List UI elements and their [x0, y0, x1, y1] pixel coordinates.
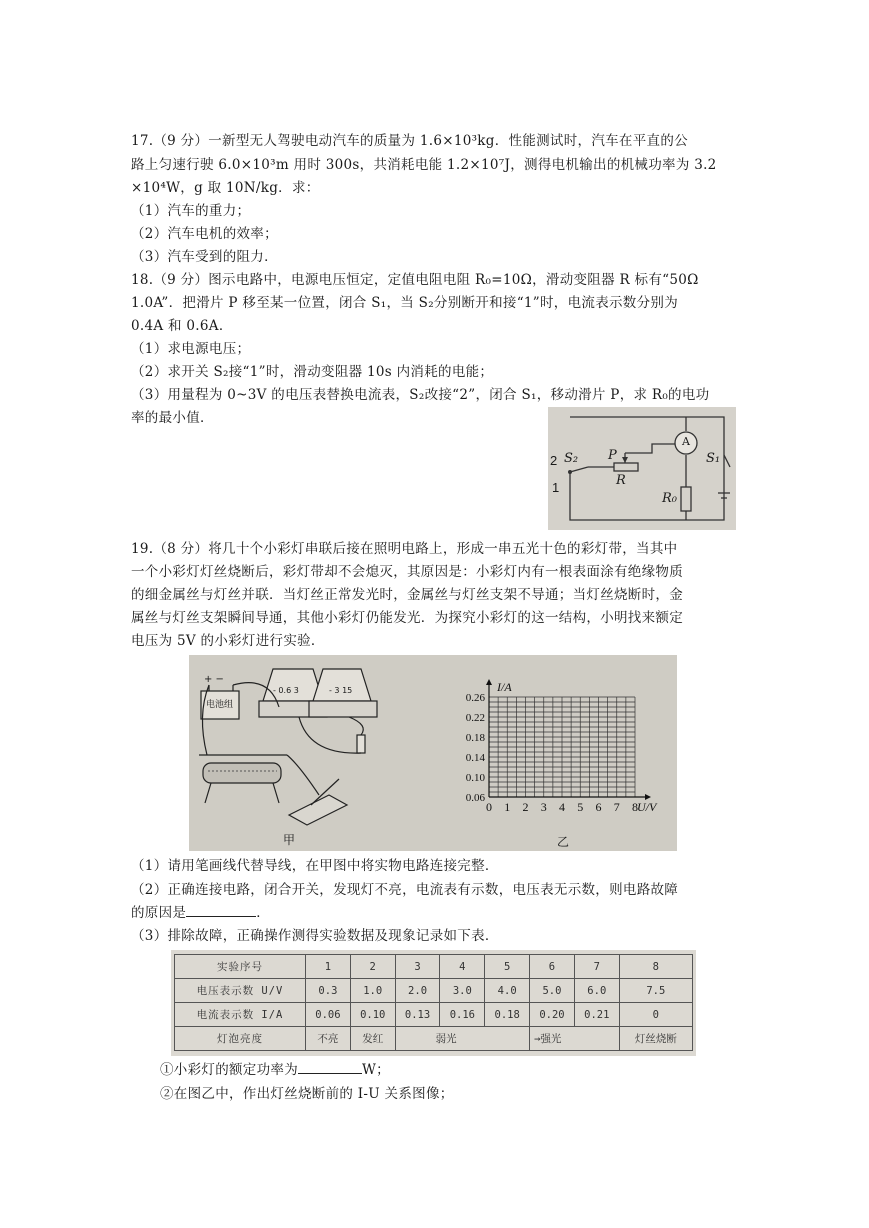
q19-sub1: [160, 1059, 800, 1082]
q18-line1: 18.（9 分）图示电路中，电源电压恒定，定值电阻电阻 R₀=10Ω，滑动变阻器 R 标有“50Ω: [131, 272, 699, 288]
q17-part1: （1）汽车的重力；: [131, 203, 251, 219]
x-tick-label: 6: [595, 800, 602, 814]
q17-line3: ×10⁴W，g 取 10N/kg．求：: [131, 180, 320, 196]
terminal-1-label: 1: [552, 480, 560, 495]
q19-sub1-text: ①小彩灯的额定功率为: [160, 1062, 298, 1078]
q17-line2: 路上匀速行驶 6.0×10³m 用时 300s，共消耗电能 1.2×10⁷J，测得电机输出的机械功率为 3.2: [131, 157, 717, 173]
y-tick-label: 0.18: [465, 732, 485, 744]
table-cell: 不亮: [306, 1027, 351, 1051]
q18-line3: 0.4A 和 0.6A．: [131, 318, 233, 334]
q19-line1: 19.（8 分）将几十个小彩灯串联后接在照明电路上，形成一串五光十色的彩灯带，当其中: [131, 541, 678, 557]
table-cell: 7: [574, 955, 619, 979]
table-cell: 6.0: [574, 979, 619, 1003]
y-tick-label: 0.14: [465, 752, 485, 764]
table-cell: 发红: [350, 1027, 395, 1051]
ammeter-scale: - 0.6 3: [273, 686, 299, 695]
table-header-cell: 电压表示数 U/V: [175, 979, 306, 1003]
y-tick-label: 0.22: [465, 712, 485, 724]
q19-part2a: （2）正确连接电路，闭合开关，发现灯不亮，电流表有示数，电压表无示数，则电路故障: [131, 882, 679, 898]
q19-line3: 的细金属丝与灯丝并联．当灯丝正常发光时，金属丝与灯丝支架不导通；当灯丝烧断时，金: [131, 587, 683, 603]
q18-part3a: （3）用量程为 0~3V 的电压表替换电流表，S₂改接“2”，闭合 S₁，移动滑片 P，求 R₀的电功: [131, 387, 710, 403]
x-tick-label: 8: [632, 800, 638, 814]
battery-label: 电池组: [206, 700, 234, 710]
x-tick-label: 2: [522, 800, 529, 814]
x-tick-label: 0: [486, 800, 492, 814]
q19-part2b-text: 的原因是: [131, 905, 187, 921]
circuit-svg: [548, 407, 736, 530]
table-cell: 0.13: [395, 1003, 440, 1027]
table-cell: →强光: [530, 1027, 620, 1051]
table-cell: 0.21: [574, 1003, 619, 1027]
fig-yi-label: 乙: [557, 835, 570, 849]
x-tick-label: 4: [559, 800, 565, 814]
table-cell: 灯丝烧断: [619, 1027, 692, 1051]
terminal-2-label: 2: [550, 453, 558, 468]
q19-sub1-unit: W；: [362, 1062, 390, 1078]
table-cell: 0.10: [350, 1003, 395, 1027]
table-header-cell: 电流表示数 I/A: [175, 1003, 306, 1027]
y-axis-arrow-icon: [486, 679, 492, 685]
x-axis-label: U/V: [637, 800, 657, 814]
ammeter-a-label: A: [682, 435, 690, 448]
iu-graph: [189, 655, 677, 851]
q18-part2: （2）求开关 S₂接“1”时，滑动变阻器 10s 内消耗的电能；: [131, 364, 494, 380]
table-cell: 2.0: [395, 979, 440, 1003]
fault-answer-blank[interactable]: [186, 902, 256, 917]
rated-power-blank[interactable]: [298, 1059, 362, 1074]
table-cell: 0: [619, 1003, 692, 1027]
s2-label: S₂: [564, 451, 579, 466]
table-cell: 0.16: [440, 1003, 485, 1027]
q17-line1: 17.（9 分）一新型无人驾驶电动汽车的质量为 1.6×10³kg．性能测试时，汽车在平直的公: [131, 133, 688, 149]
q19-sub2: ②在图乙中，作出灯丝烧断前的 I-U 关系图像；: [160, 1086, 454, 1102]
q19-line2: 一个小彩灯灯丝烧断后，彩灯带却不会熄灭，其原因是：小彩灯内有一根表面涂有绝缘物质: [131, 564, 683, 580]
table-header-cell: 实验序号: [175, 955, 306, 979]
x-tick-label: 3: [540, 800, 547, 814]
s1-label: S₁: [706, 451, 721, 466]
q17-part2: （2）汽车电机的效率；: [131, 226, 278, 242]
y-tick-label: 0.26: [465, 692, 485, 704]
circuit-diagram: [548, 407, 736, 530]
q18-line2: 1.0A”．把滑片 P 移至某一位置，闭合 S₁，当 S₂分别断开和接“1”时，电流表示数分别为: [131, 295, 678, 311]
rheostat-r-label: R: [616, 473, 626, 488]
table-cell: 5.0: [530, 979, 575, 1003]
table-cell: 7.5: [619, 979, 692, 1003]
fig-jia-label: 甲: [283, 833, 296, 847]
table-cell: 3.0: [440, 979, 485, 1003]
data-table: [174, 954, 693, 1051]
table-cell: 1: [306, 955, 351, 979]
experiment-figure: [189, 655, 677, 851]
table-cell: 6: [530, 955, 575, 979]
r0-label: R₀: [662, 491, 677, 506]
q19-part2b: [131, 902, 771, 925]
table-row: [175, 979, 693, 1003]
table-cell: 0.18: [485, 1003, 530, 1027]
q17-part3: （3）汽车受到的阻力．: [131, 249, 278, 265]
table-cell: 4: [440, 955, 485, 979]
x-tick-label: 7: [613, 800, 620, 814]
q19-part1: （1）请用笔画线代替导线，在甲图中将实物电路连接完整．: [131, 858, 499, 874]
data-table-photo: [171, 950, 696, 1056]
y-tick-label: 0.06: [465, 792, 485, 804]
table-cell: 3: [395, 955, 440, 979]
q19-part3: （3）排除故障，正确操作测得实验数据及现象记录如下表．: [131, 928, 499, 944]
slider-p-label: P: [608, 448, 617, 463]
x-tick-label: 5: [577, 800, 584, 814]
q18-part3b: 率的最小值．: [131, 410, 214, 426]
slider-arrow-icon: [622, 457, 628, 463]
table-cell: 0.06: [306, 1003, 351, 1027]
table-cell: 0.3: [306, 979, 351, 1003]
q19-line4: 属丝与灯丝支架瞬间导通，其他小彩灯仍能发光．为探究小彩灯的这一结构，小明找来额定: [131, 610, 683, 626]
voltmeter-scale: - 3 15: [329, 686, 353, 695]
table-cell: 5: [485, 955, 530, 979]
table-row: [175, 955, 693, 979]
table-cell: 2: [350, 955, 395, 979]
x-tick-label: 1: [504, 800, 511, 814]
q19-line5: 电压为 5V 的小彩灯进行实验．: [131, 633, 325, 649]
table-cell: 8: [619, 955, 692, 979]
table-cell: 0.20: [530, 1003, 575, 1027]
table-row: [175, 1027, 693, 1051]
y-axis-label: I/A: [497, 680, 512, 694]
table-cell: 弱光: [395, 1027, 529, 1051]
battery-terminals: + −: [204, 674, 224, 685]
q19-part2b-end: ．: [256, 905, 271, 921]
q18-part1: （1）求电源电压；: [131, 341, 251, 357]
table-cell: 1.0: [350, 979, 395, 1003]
table-cell: 4.0: [485, 979, 530, 1003]
table-header-cell: 灯泡亮度: [175, 1027, 306, 1051]
table-row: [175, 1003, 693, 1027]
y-tick-label: 0.10: [465, 772, 485, 784]
